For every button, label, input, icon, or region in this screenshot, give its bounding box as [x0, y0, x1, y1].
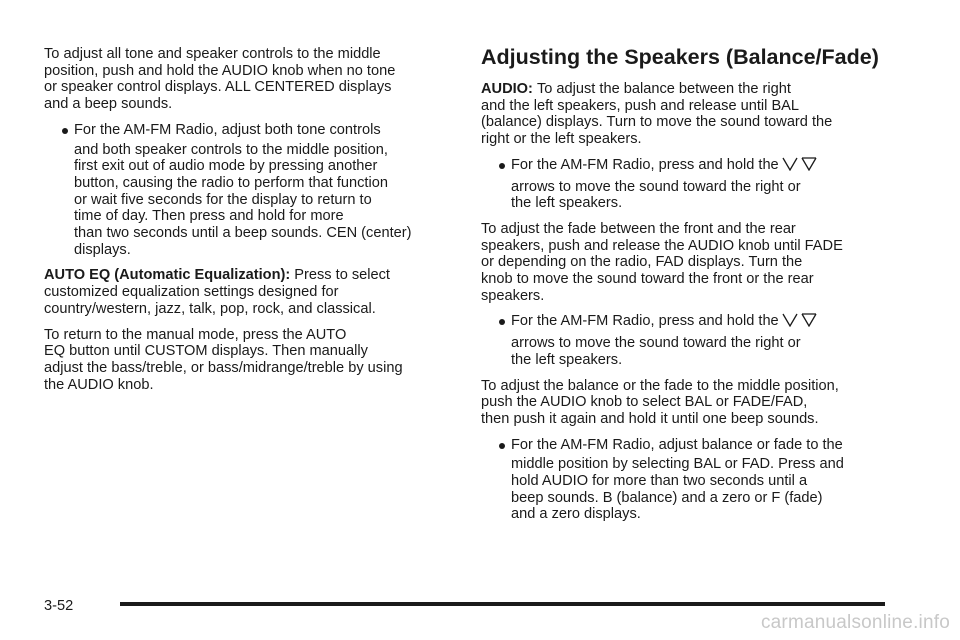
text-line: and the left speakers, push and release until BAL — [481, 97, 800, 114]
am-fm-balance-bullet — [481, 157, 901, 212]
text-line: and both speaker controls to the middle position, — [74, 141, 388, 158]
text-line: the left speakers. — [511, 195, 623, 212]
bullet-icon — [499, 443, 505, 449]
text-line: or speaker control displays. ALL CENTERED displays — [44, 79, 392, 96]
text-line: arrows to move the sound toward the right or — [511, 178, 801, 195]
am-fm-center-bullet — [44, 122, 454, 259]
fade-paragraph — [481, 221, 901, 305]
text-line: hold AUDIO for more than two seconds until a — [511, 473, 808, 490]
text-line: To adjust the balance between the right — [536, 81, 791, 97]
auto-eq-paragraph — [44, 267, 454, 317]
text-line: To adjust the balance or the fade to the middle position, — [481, 377, 839, 394]
text-line: middle position by selecting BAL or FAD. Press and — [511, 456, 844, 473]
watermark: carmanualsonline.info — [760, 612, 950, 633]
text-line: displays. — [74, 241, 131, 258]
text-line: arrows to move the sound toward the right or — [511, 335, 801, 352]
auto-eq-label: AUTO EQ (Automatic Equalization): — [44, 267, 291, 284]
text-line: push the AUDIO knob to select BAL or FADE/FAD, — [481, 394, 808, 411]
text-line: or wait five seconds for the display to return to — [74, 191, 372, 208]
text-line: To adjust the fade between the front and the rear — [481, 220, 796, 237]
left-column — [44, 46, 454, 402]
center-controls-paragraph — [44, 46, 454, 113]
text-line — [511, 157, 901, 176]
section-heading: Adjusting the Speakers (Balance/Fade) — [481, 45, 879, 69]
text-line: then push it again and hold it until one beep sounds. — [481, 410, 819, 427]
text-line: and a zero displays. — [511, 506, 641, 523]
text-line: To adjust all tone and speaker controls to the middle — [44, 46, 381, 62]
text-line: speakers, push and release the AUDIO knob until FADE — [481, 237, 843, 254]
balance-paragraph — [481, 81, 901, 148]
text-line: first exit out of audio mode by pressing another — [74, 158, 378, 175]
text-line: beep sounds. B (balance) and a zero or F (fade) — [511, 489, 823, 506]
text-line: the left speakers. — [511, 351, 623, 368]
manual-mode-paragraph — [44, 327, 454, 394]
text-line — [44, 267, 454, 284]
text-line: Press to select — [294, 267, 390, 284]
text-line: (balance) displays. Turn to move the sound toward the — [481, 114, 833, 131]
bullet-icon — [499, 319, 505, 325]
text-line: the AUDIO knob. — [44, 376, 154, 393]
text-line: right or the left speakers. — [481, 131, 642, 148]
text-line: and a beep sounds. — [44, 96, 173, 113]
page-number: 3-52 — [44, 598, 74, 614]
audio-label: AUDIO: — [481, 81, 533, 97]
tune-down-arrow-icon — [801, 157, 817, 176]
text-line: country/western, jazz, talk, pop, rock, and classical. — [44, 300, 376, 317]
bullet-icon — [499, 163, 505, 169]
text-line — [511, 313, 901, 332]
text-line: or depending on the radio, FAD displays. Turn the — [481, 254, 803, 271]
text-line: For the AM-FM Radio, adjust balance or fade to the — [511, 436, 843, 453]
text-line: To return to the manual mode, press the AUTO — [44, 326, 347, 343]
tune-up-arrow-icon — [782, 157, 798, 176]
text-line: than two seconds until a beep sounds. CEN (center) — [74, 225, 412, 242]
text-line: For the AM-FM Radio, press and hold the — [511, 156, 779, 173]
text-line: customized equalization settings designed for — [44, 284, 339, 301]
text-line: For the AM-FM Radio, press and hold the — [511, 313, 779, 330]
am-fm-middle-bullet — [481, 437, 901, 524]
text-line: time of day. Then press and hold for more — [74, 208, 344, 225]
text-line: For the AM-FM Radio, adjust both tone controls — [74, 121, 381, 138]
text-line: position, push and hold the AUDIO knob when no tone — [44, 62, 396, 79]
text-line: adjust the bass/treble, or bass/midrange/treble by using — [44, 359, 403, 376]
text-line: button, causing the radio to perform that function — [74, 174, 388, 191]
tune-down-arrow-icon — [801, 313, 817, 332]
footer-rule — [120, 602, 885, 606]
text-line: EQ button until CUSTOM displays. Then manually — [44, 343, 368, 360]
middle-position-paragraph — [481, 378, 901, 428]
right-column — [481, 44, 901, 532]
text-line — [481, 81, 901, 98]
bullet-icon — [62, 128, 68, 134]
text-line: knob to move the sound toward the front or the rear — [481, 271, 814, 288]
text-line: speakers. — [481, 287, 545, 304]
tune-up-arrow-icon — [782, 313, 798, 332]
am-fm-fade-bullet — [481, 313, 901, 368]
